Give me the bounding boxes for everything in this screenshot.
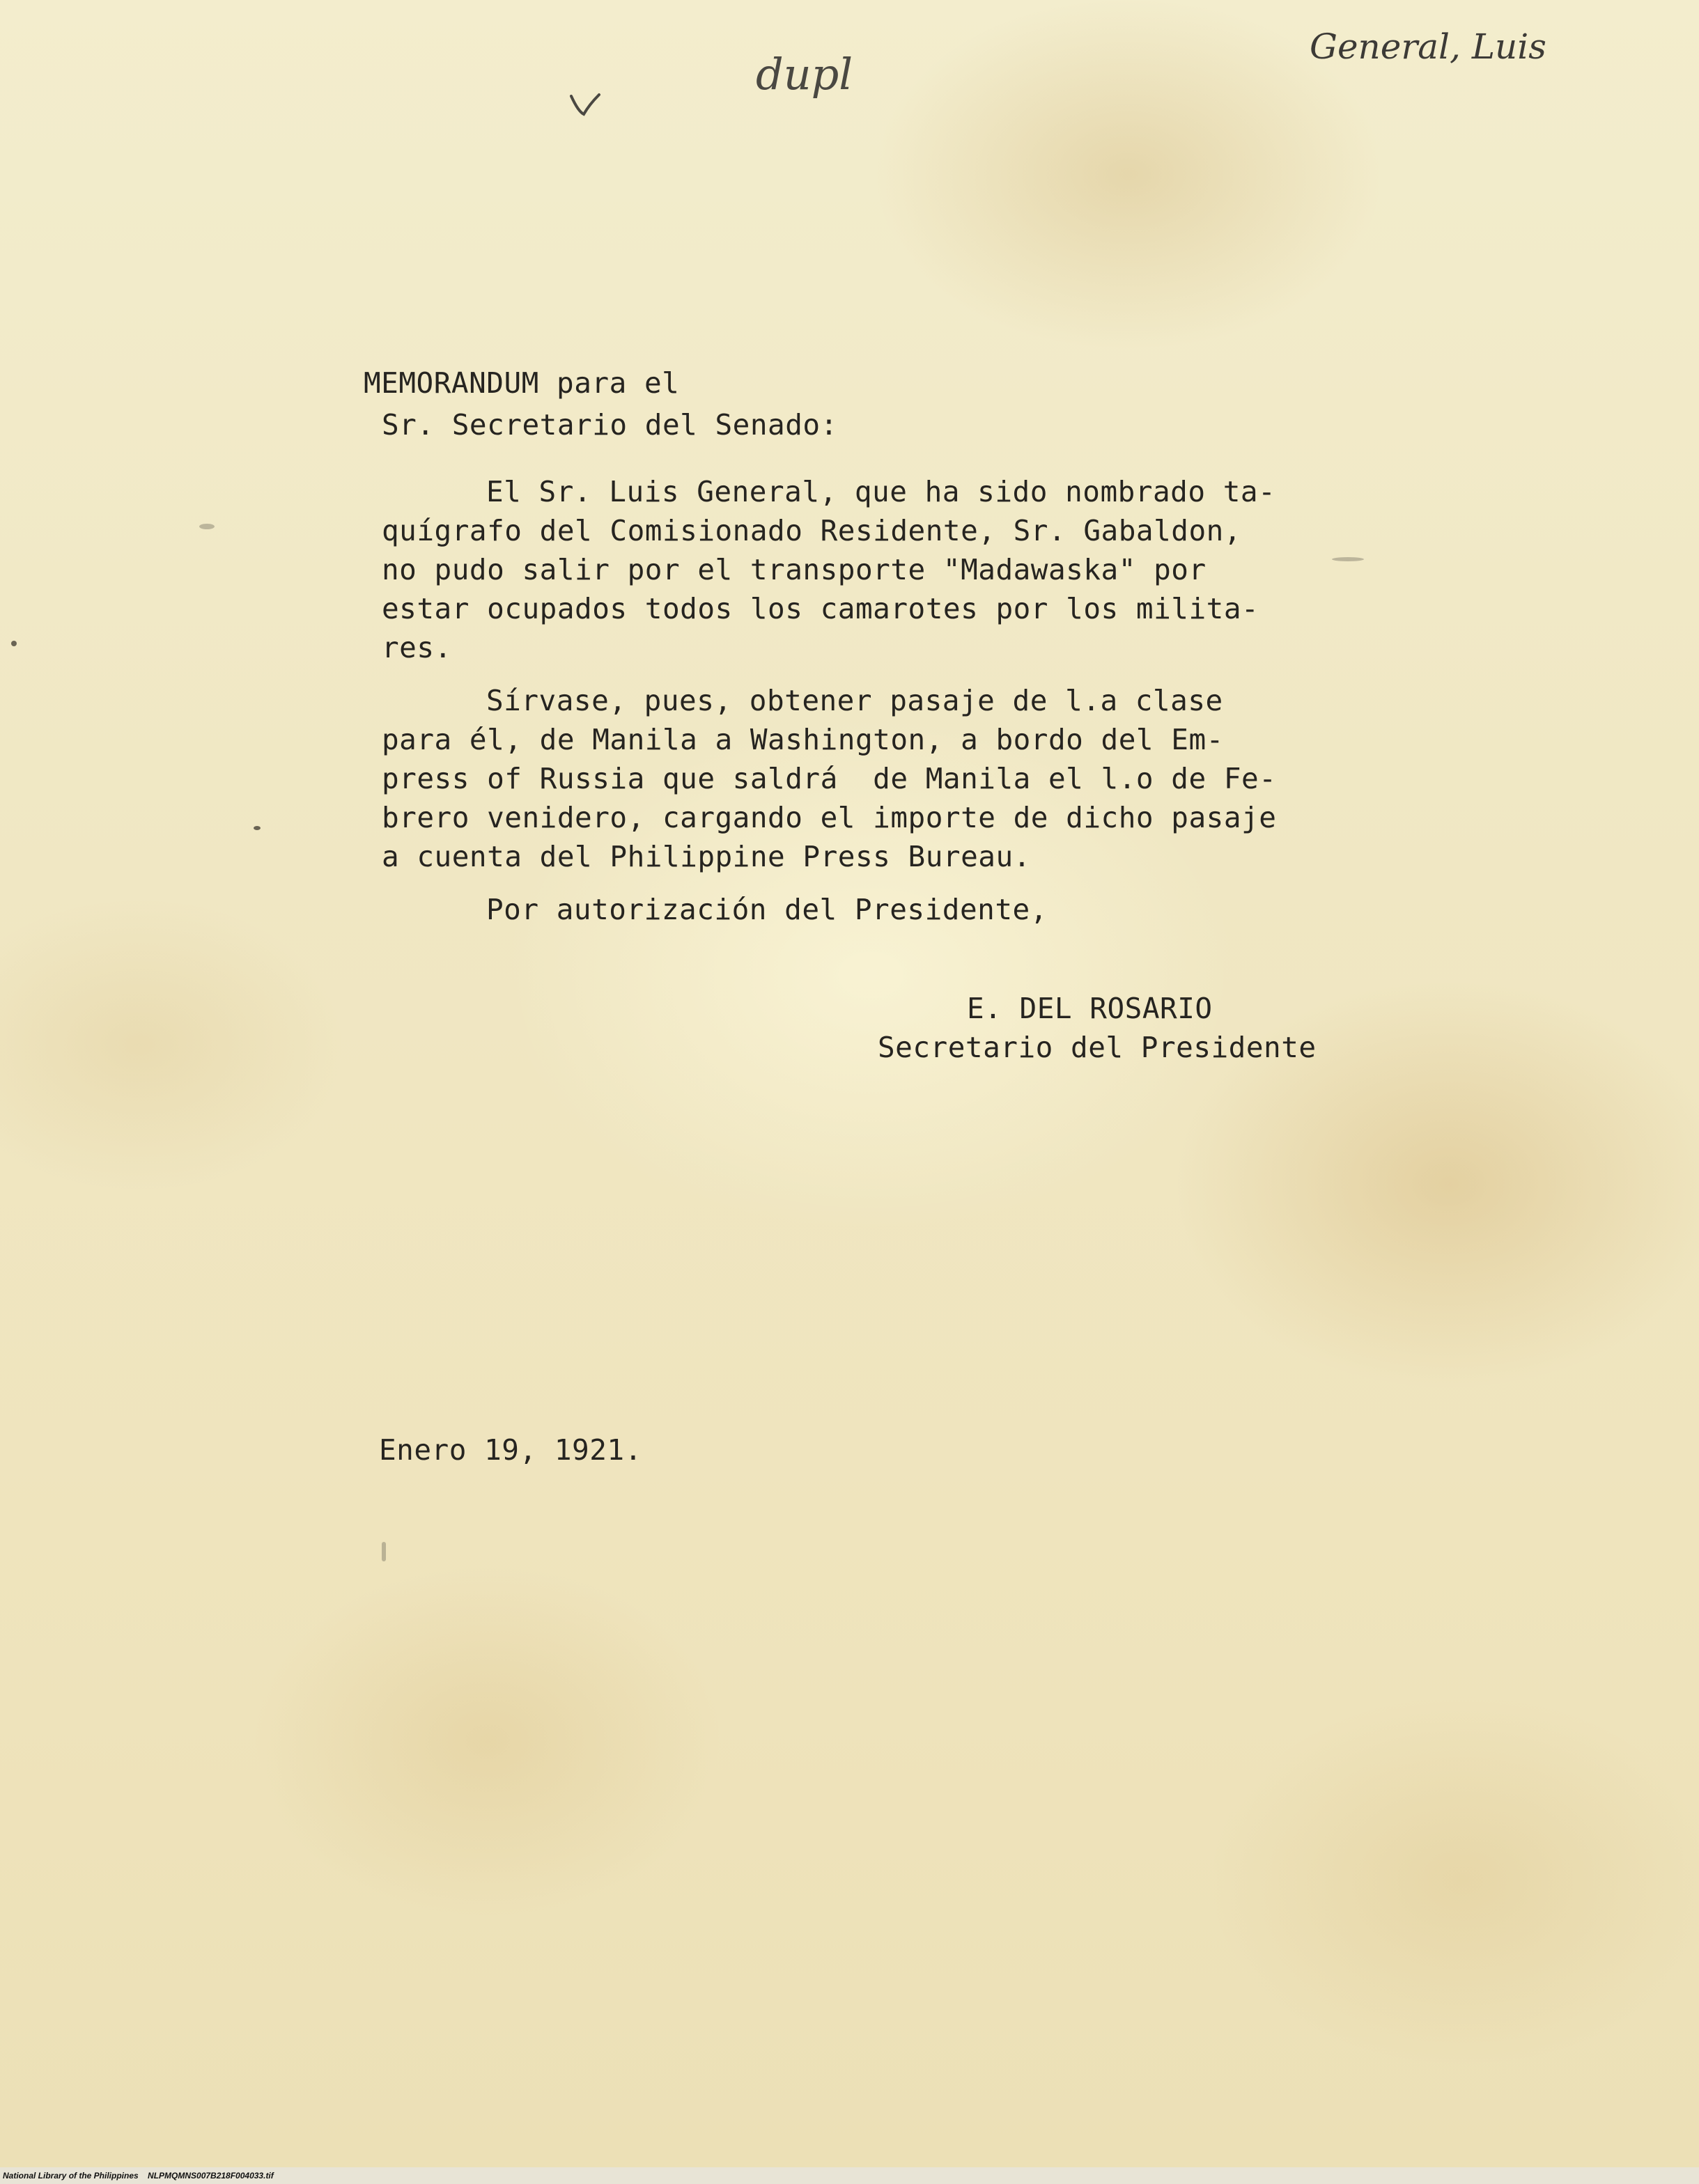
handwritten-note-top-center: dupl — [756, 49, 853, 100]
closing-line: Por autorización del Presidente, — [486, 893, 1048, 926]
paragraph1-line5: res. — [382, 631, 452, 664]
ink-speck — [1332, 557, 1364, 561]
handwritten-note-top-right: General, Luis — [1310, 26, 1546, 67]
paragraph2-line3: press of Russia que saldrá de Manila el l.o de Fe- — [382, 762, 1277, 795]
paragraph1-line2: quígrafo del Comisionado Residente, Sr. Gabaldon, — [382, 514, 1242, 547]
signer-name: E. DEL ROSARIO — [967, 992, 1213, 1025]
archive-footer: National Library of the Philippines NLPMQMNS007B218F004033.tif — [0, 2167, 1699, 2184]
paragraph1-line3: no pudo salir por el transporte "Madawaska" por — [382, 553, 1207, 586]
memo-date: Enero 19, 1921. — [379, 1433, 642, 1467]
check-mark-icon — [568, 91, 602, 118]
paragraph2-line5: a cuenta del Philippine Press Bureau. — [382, 840, 1031, 873]
ink-speck — [199, 524, 215, 529]
paragraph1-line1: El Sr. Luis General, que ha sido nombrado ta- — [486, 475, 1276, 508]
signer-title: Secretario del Presidente — [878, 1031, 1317, 1064]
ink-speck — [11, 641, 17, 646]
paragraph2-line4: brero venidero, cargando el importe de dicho pasaje — [382, 801, 1277, 834]
paragraph2-line2: para él, de Manila a Washington, a bordo del Em- — [382, 723, 1224, 756]
paragraph2-line1: Sírvase, pues, obtener pasaje de l.a clase — [486, 684, 1223, 717]
memo-heading-line2: Sr. Secretario del Senado: — [382, 408, 838, 442]
paragraph1-line4: estar ocupados todos los camarotes por los milita- — [382, 592, 1259, 625]
memo-heading-line1: MEMORANDUM para el — [364, 366, 680, 400]
ink-speck — [382, 1542, 386, 1561]
ink-speck — [254, 826, 261, 830]
